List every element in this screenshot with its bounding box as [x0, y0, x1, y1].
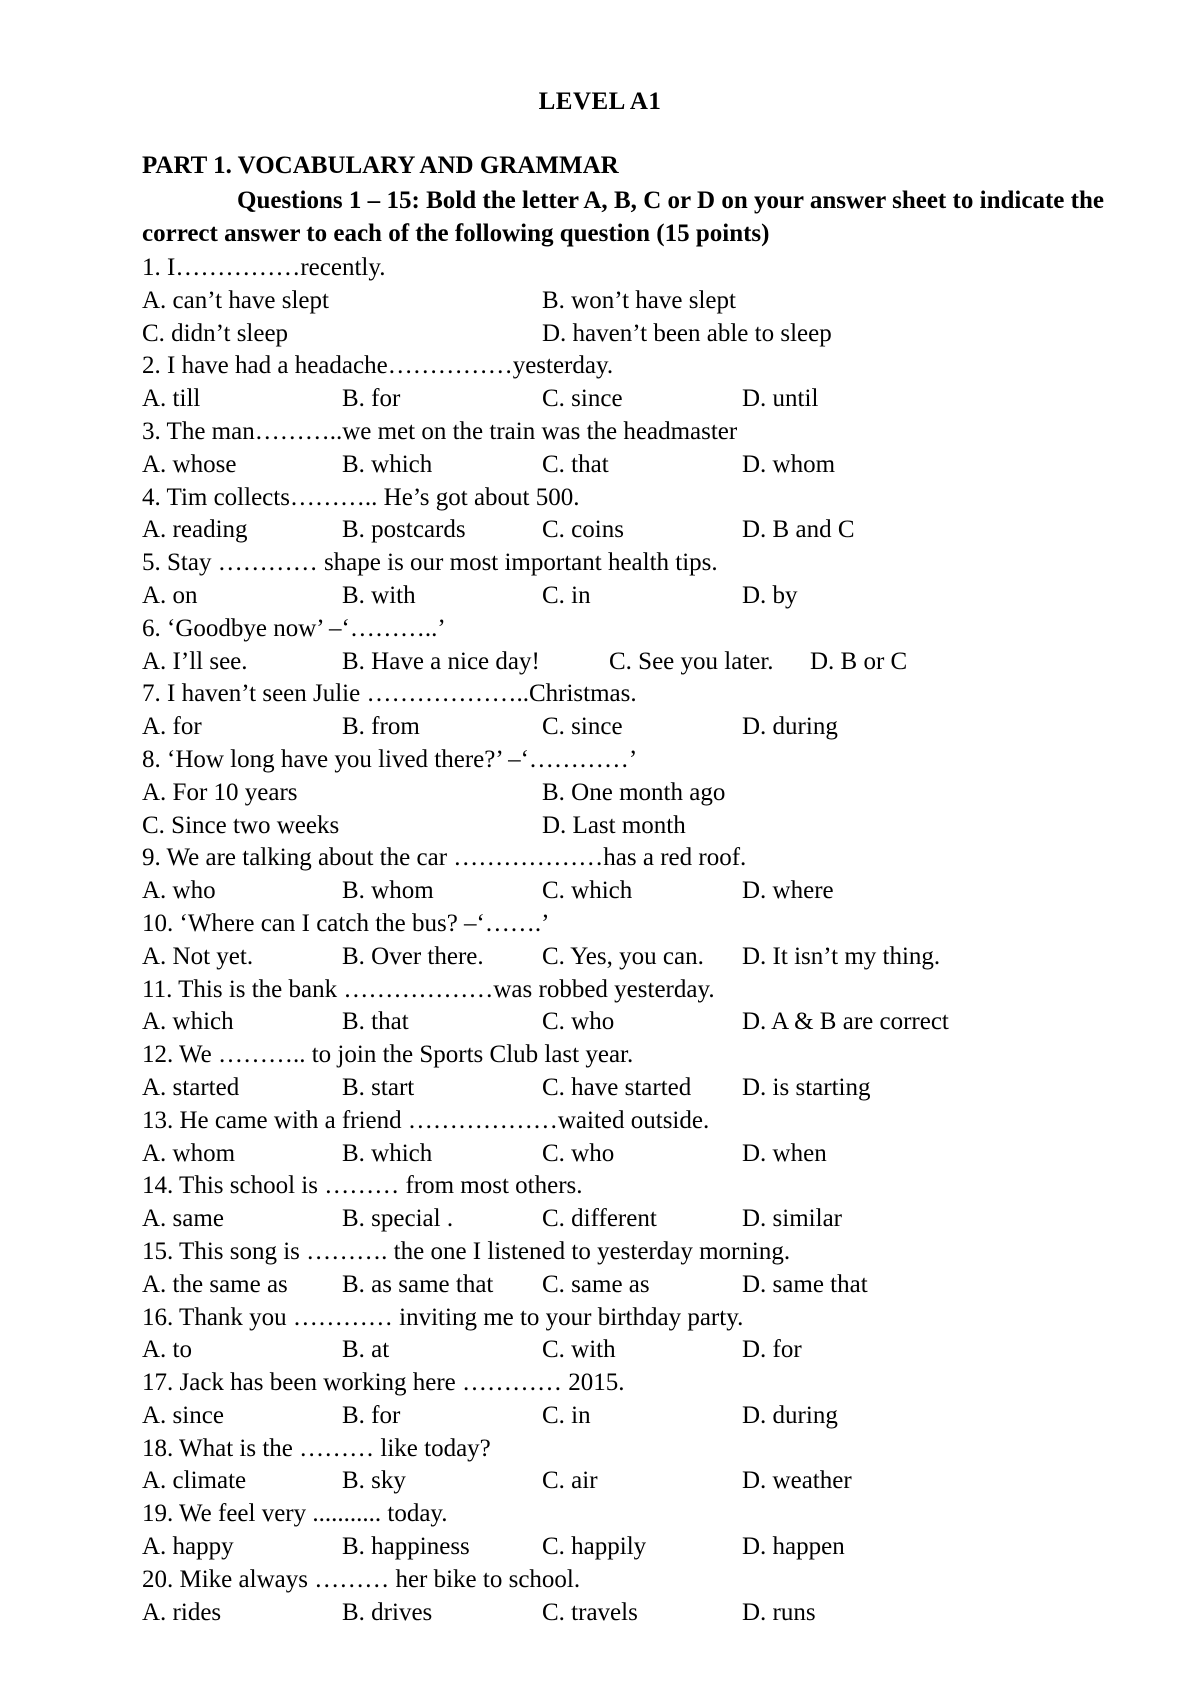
answer-option-a[interactable]: A. the same as [142, 1270, 288, 1298]
answer-option-d[interactable]: D. whom [742, 450, 836, 478]
answer-option-b[interactable]: B. as same that [342, 1270, 494, 1298]
answer-option-d[interactable]: D. is starting [742, 1073, 871, 1101]
options-row [142, 777, 1104, 810]
options-row [142, 1203, 1104, 1236]
answer-option-a[interactable]: A. happy [142, 1533, 234, 1561]
question-stem: 16. Thank you ………… inviting me to your birthday party. [142, 1303, 744, 1331]
answer-option-d[interactable]: D. weather [742, 1467, 852, 1495]
answer-option-d[interactable]: D. runs [742, 1598, 816, 1626]
answer-option-c[interactable]: C. since [542, 385, 623, 413]
answer-option-a[interactable]: A. for [142, 713, 202, 741]
options-row [142, 1072, 1104, 1105]
question-stem: 13. He came with a friend ………………waited outside. [142, 1106, 710, 1134]
question-stem: 7. I haven’t seen Julie ………………..Christmas. [142, 680, 637, 708]
answer-option-a[interactable]: A. who [142, 877, 216, 905]
answer-option-c[interactable]: C. who [542, 1139, 615, 1167]
options-row [142, 711, 1104, 744]
answer-option-b[interactable]: B. which [342, 1139, 433, 1167]
answer-option-a[interactable]: A. same [142, 1205, 224, 1233]
question-stem: 11. This is the bank ………………was robbed yesterday. [142, 975, 715, 1003]
answer-option-b[interactable]: B. happiness [342, 1533, 470, 1561]
question-stem: 10. ‘Where can I catch the bus? –‘…….’ [142, 909, 550, 937]
answer-option-c[interactable]: C. who [542, 1008, 615, 1036]
question-stem: 2. I have had a headache……………yesterday. [142, 352, 614, 380]
answer-option-b[interactable]: B. Over there. [342, 942, 484, 970]
answer-option-c[interactable]: C. have started [542, 1073, 692, 1101]
options-row [142, 1400, 1104, 1433]
answer-option-a[interactable]: A. started [142, 1073, 240, 1101]
answer-option-d[interactable]: D. when [742, 1139, 827, 1167]
options-row [142, 383, 1104, 416]
answer-option-a[interactable]: A. Not yet. [142, 942, 254, 970]
answer-option-b[interactable]: B. sky [342, 1467, 406, 1495]
answer-option-b[interactable]: B. Have a nice day! [342, 647, 540, 675]
answer-option-c[interactable]: C. didn’t sleep [142, 319, 289, 347]
answer-option-b[interactable]: B. that [342, 1008, 409, 1036]
answer-option-a[interactable]: A. For 10 years [142, 778, 298, 806]
options-row [142, 1465, 1104, 1498]
answer-option-a[interactable]: A. which [142, 1008, 234, 1036]
answer-option-c[interactable]: C. in [542, 581, 591, 609]
question-stem: 19. We feel very ........... today. [142, 1500, 448, 1528]
answer-option-b[interactable]: B. from [342, 713, 420, 741]
question-stem: 12. We ……….. to join the Sports Club last year. [142, 1041, 634, 1069]
options-row [142, 810, 1104, 843]
answer-option-d[interactable]: D. similar [742, 1205, 842, 1233]
answer-option-b[interactable]: B. special . [342, 1205, 454, 1233]
answer-option-c[interactable]: C. in [542, 1401, 591, 1429]
question-stem: 17. Jack has been working here ………… 2015. [142, 1369, 625, 1397]
answer-option-c[interactable]: C. Since two weeks [142, 811, 340, 839]
answer-option-c[interactable]: C. Yes, you can. [542, 942, 704, 970]
answer-option-d[interactable]: D. haven’t been able to sleep [542, 319, 832, 347]
answer-option-d[interactable]: D. same that [742, 1270, 868, 1298]
answer-option-d[interactable]: D. happen [742, 1533, 845, 1561]
options-row [142, 646, 1104, 679]
answer-option-d[interactable]: D. during [742, 1401, 838, 1429]
answer-option-a[interactable]: A. since [142, 1401, 224, 1429]
answer-option-a[interactable]: A. whom [142, 1139, 236, 1167]
options-row [142, 941, 1104, 974]
answer-option-c[interactable]: C. See you later. [609, 647, 774, 675]
question-stem: 1. I……………recently. [142, 254, 386, 281]
answer-option-c[interactable]: C. travels [542, 1598, 638, 1626]
answer-option-c[interactable]: C. happily [542, 1533, 647, 1561]
options-row [142, 449, 1104, 482]
options-row [142, 1334, 1104, 1367]
answer-option-c[interactable]: C. that [542, 450, 609, 478]
answer-option-a[interactable]: A. can’t have slept [142, 286, 329, 314]
answer-option-a[interactable]: A. I’ll see. [142, 647, 248, 675]
answer-option-d[interactable]: D. by [742, 581, 798, 609]
answer-option-a[interactable]: A. on [142, 581, 198, 609]
answer-option-b[interactable]: B. postcards [342, 516, 466, 544]
options-row [142, 285, 1104, 318]
answer-option-a[interactable]: A. whose [142, 450, 237, 478]
answer-option-b[interactable]: B. won’t have slept [542, 286, 736, 314]
answer-option-a[interactable]: A. to [142, 1336, 192, 1364]
answer-option-d[interactable]: D. Last month [542, 811, 686, 839]
options-row [142, 580, 1104, 613]
answer-option-b[interactable]: B. at [342, 1336, 390, 1364]
options-row [142, 1597, 1104, 1630]
question-stem: 4. Tim collects……….. He’s got about 500. [142, 483, 580, 511]
answer-option-c[interactable]: C. coins [542, 516, 624, 544]
answer-option-d[interactable]: D. It isn’t my thing. [742, 942, 941, 970]
answer-option-b[interactable]: B. which [342, 450, 433, 478]
answer-option-a[interactable]: A. climate [142, 1467, 247, 1495]
answer-option-c[interactable]: C. air [542, 1467, 598, 1495]
answer-option-a[interactable]: A. reading [142, 516, 248, 544]
options-row [142, 514, 1104, 547]
options-row [142, 875, 1104, 908]
page-title: LEVEL A1 [538, 88, 662, 115]
answer-option-d[interactable]: D. B or C [810, 647, 908, 675]
answer-option-d[interactable]: D. A & B are correct [742, 1008, 949, 1036]
question-stem: 20. Mike always ……… her bike to school. [142, 1565, 581, 1593]
answer-option-b[interactable]: B. for [342, 1401, 401, 1429]
answer-option-c[interactable]: C. since [542, 713, 623, 741]
question-stem: 15. This song is ………. the one I listened to yesterday morning. [142, 1237, 791, 1265]
options-row [142, 1531, 1104, 1564]
part-heading: PART 1. VOCABULARY AND GRAMMAR [142, 152, 619, 179]
options-row [142, 1138, 1104, 1171]
question-stem: 14. This school is ……… from most others. [142, 1172, 583, 1200]
question-stem: 3. The man………..we met on the train was the headmaster [142, 417, 738, 445]
answer-option-c[interactable]: C. same as [542, 1270, 650, 1298]
question-list [142, 252, 1104, 1629]
answer-option-d[interactable]: D. B and C [742, 516, 855, 544]
answer-option-a[interactable]: A. till [142, 385, 201, 413]
answer-option-d[interactable]: D. for [742, 1336, 802, 1364]
answer-option-c[interactable]: C. with [542, 1336, 616, 1364]
answer-option-b[interactable]: B. One month ago [542, 778, 726, 806]
answer-option-c[interactable]: C. different [542, 1205, 657, 1233]
question-stem: 8. ‘How long have you lived there?’ –‘…………’ [142, 745, 638, 773]
answer-option-d[interactable]: D. until [742, 385, 819, 413]
question-stem: 18. What is the ……… like today? [142, 1434, 491, 1462]
question-stem: 6. ‘Goodbye now’ –‘………..’ [142, 614, 446, 642]
answer-option-b[interactable]: B. start [342, 1073, 415, 1101]
options-row [142, 318, 1104, 351]
answer-option-d[interactable]: D. where [742, 877, 834, 905]
instructions: Questions 1 – 15: Bold the letter A, B, C or D on your answer sheet to indicate the correct answer to each of the following question (15 points) [142, 187, 1104, 247]
question-stem: 5. Stay ………… shape is our most important health tips. [142, 549, 718, 577]
answer-option-a[interactable]: A. rides [142, 1598, 222, 1626]
options-row [142, 1006, 1104, 1039]
options-row [142, 1269, 1104, 1302]
answer-option-c[interactable]: C. which [542, 877, 633, 905]
answer-option-b[interactable]: B. whom [342, 877, 434, 905]
answer-option-b[interactable]: B. for [342, 385, 401, 413]
answer-option-b[interactable]: B. with [342, 581, 416, 609]
answer-option-b[interactable]: B. drives [342, 1598, 433, 1626]
answer-option-d[interactable]: D. during [742, 713, 838, 741]
question-stem: 9. We are talking about the car ………………has a red roof. [142, 844, 747, 872]
